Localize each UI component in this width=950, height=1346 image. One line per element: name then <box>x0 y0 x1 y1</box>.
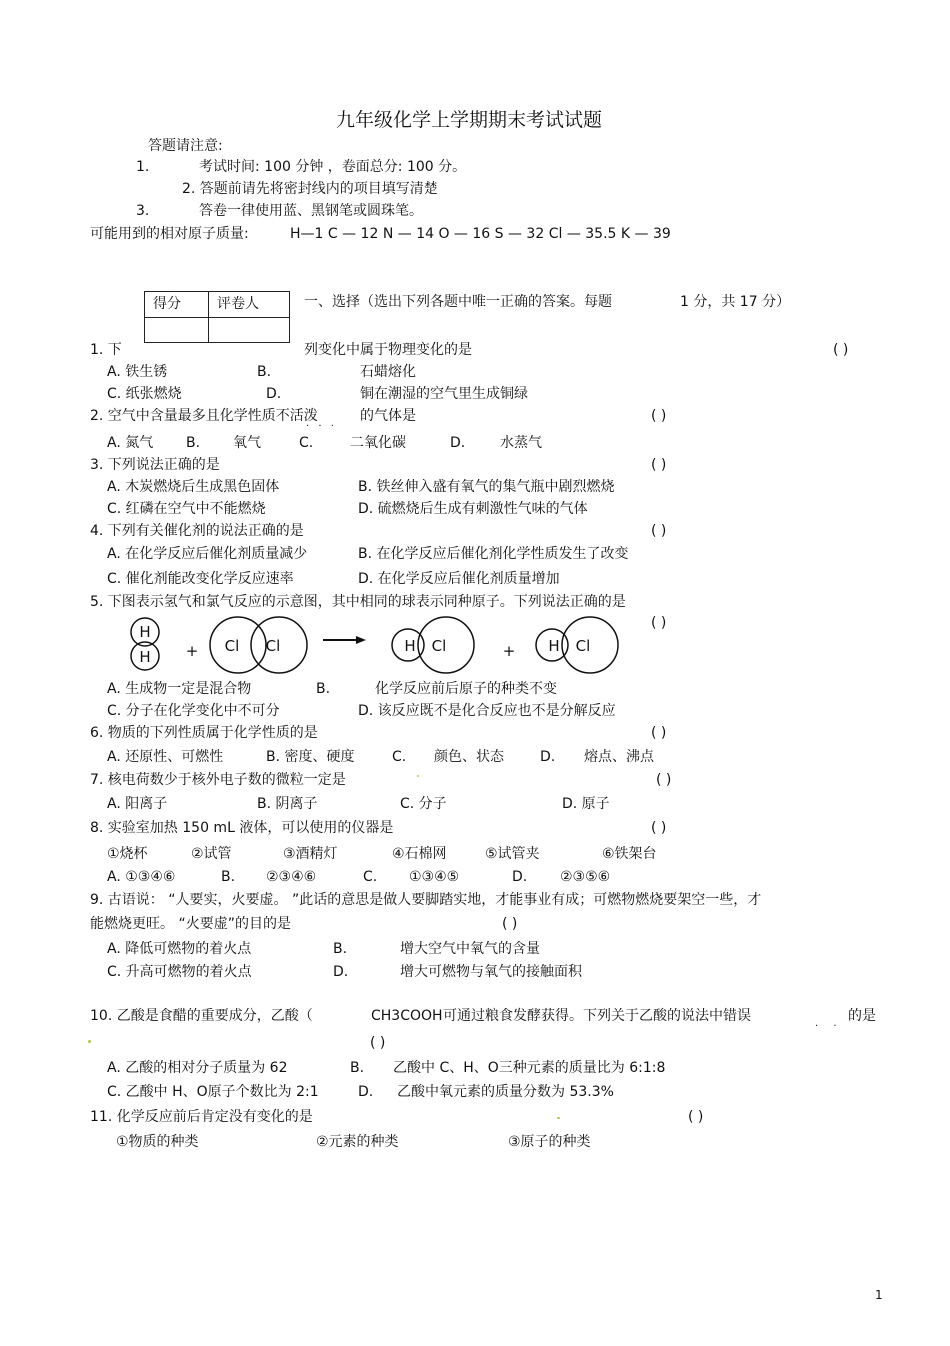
q5-stem: 5. 下图表示氢气和氯气反应的示意图，其中相同的球表示同种原子。下列说法正确的是 <box>90 594 626 610</box>
q10-stem-start: 10. 乙酸是食醋的重要成分，乙酸（ <box>90 1008 313 1024</box>
q10-option-d-text: 乙酸中氧元素的质量分数为 53.3% <box>397 1084 614 1100</box>
page-title: 九年级化学上学期期末考试试题 <box>336 109 603 131</box>
q10-option-b-letter: B. <box>350 1060 365 1076</box>
q11-answer-paren: ( ) <box>688 1109 704 1125</box>
q7-answer-paren: ( ) <box>656 772 672 788</box>
q3-stem: 3. 下列说法正确的是 <box>90 457 220 473</box>
scan-speck <box>557 1117 560 1119</box>
hcl2-label-h: H <box>548 637 560 655</box>
q10-option-d-letter: D. <box>358 1084 374 1100</box>
q5-option-c: C. 分子在化学变化中不可分 <box>107 703 280 719</box>
q2-stem-rest: 的气体是 <box>360 408 416 424</box>
q4-option-d: D. 在化学反应后催化剂质量增加 <box>358 571 560 587</box>
q8-item-2: ②试管 <box>191 846 232 862</box>
q8-item-3: ③酒精灯 <box>283 846 338 862</box>
q5-option-b-letter: B. <box>316 681 331 697</box>
q9-option-d-text: 增大可燃物与氧气的接触面积 <box>400 964 582 980</box>
plus-sign-1: + <box>185 642 199 660</box>
hcl1-label-h: H <box>404 637 416 655</box>
page-number: 1 <box>875 1288 883 1302</box>
q3-option-d: D. 硫燃烧后生成有刺激性气味的气体 <box>358 501 588 517</box>
q1-stem-rest: 列变化中属于物理变化的是 <box>304 342 472 358</box>
q6-option-c-text: 颜色、状态 <box>434 749 504 765</box>
note-2-text: 2. 答题前请先将密封线内的项目填写清楚 <box>182 181 438 197</box>
q10-formula: CH3COOH <box>371 1008 443 1024</box>
q2-option-d-text: 水蒸气 <box>500 435 542 451</box>
q2-option-b-text: 氧气 <box>233 435 261 451</box>
q2-option-c-text: 二氧化碳 <box>350 435 406 451</box>
q11-item-2: ②元素的种类 <box>316 1134 399 1150</box>
score-table-score-header: 得分 <box>153 296 181 312</box>
q8-option-c-letter: C. <box>363 869 378 885</box>
q7-option-c: C. 分子 <box>400 796 447 812</box>
q2-option-c-letter: C. <box>299 435 314 451</box>
q8-option-d-text: ②③⑤⑥ <box>560 869 611 885</box>
q2-option-d-letter: D. <box>450 435 466 451</box>
q8-option-a: A. ①③④⑥ <box>107 869 176 885</box>
q10-option-b-text: 乙酸中 C、H、O三种元素的质量比为 6:1:8 <box>393 1060 666 1076</box>
q1-option-d-letter: D. <box>266 386 282 402</box>
q2-option-a: A. 氮气 <box>107 435 154 451</box>
q9-option-a: A. 降低可燃物的着火点 <box>107 941 252 957</box>
q8-stem: 8. 实验室加热 150 mL 液体，可以使用的仪器是 <box>90 820 394 836</box>
q10-answer-paren: ( ) <box>370 1035 386 1051</box>
q1-stem-start: 1. 下 <box>90 342 122 358</box>
q5-option-b-text: 化学反应前后原子的种类不变 <box>375 681 557 697</box>
q5-option-d: D. 该反应既不是化合反应也不是分解反应 <box>358 703 616 719</box>
q7-stem: 7. 核电荷数少于核外电子数的微粒一定是 <box>90 772 346 788</box>
q1-option-a: A. 铁生锈 <box>107 364 168 380</box>
q3-option-b: B. 铁丝伸入盛有氧气的集气瓶中剧烈燃烧 <box>358 479 615 495</box>
q5-reaction-diagram <box>120 612 640 678</box>
q3-option-c: C. 红磷在空气中不能燃烧 <box>107 501 266 517</box>
q8-item-6: ⑥铁架台 <box>602 846 657 862</box>
atomic-mass-values: H—1 C — 12 N — 14 O — 16 S — 32 Cl — 35.5 K — 39 <box>290 226 671 242</box>
note-3-number: 3. <box>136 203 150 219</box>
q9-option-c: C. 升高可燃物的着火点 <box>107 964 252 980</box>
q5-option-a: A. 生成物一定是混合物 <box>107 681 252 697</box>
cl2-label-right: Cl <box>265 637 281 655</box>
q3-answer-paren: ( ) <box>651 457 667 473</box>
hcl2-label-cl: Cl <box>575 637 591 655</box>
q7-option-b: B. 阴离子 <box>257 796 318 812</box>
q4-option-a: A. 在化学反应后催化剂质量减少 <box>107 546 308 562</box>
note-1-number: 1. <box>136 159 150 175</box>
q1-option-d-text: 铜在潮湿的空气里生成铜绿 <box>360 386 528 402</box>
h2-label-top: H <box>139 623 151 641</box>
q8-option-d-letter: D. <box>512 869 528 885</box>
q6-option-d-text: 熔点、沸点 <box>584 749 654 765</box>
q7-option-d: D. 原子 <box>562 796 610 812</box>
q9-stem-line2: 能燃烧更旺。 “火要虚”的目的是 <box>90 916 291 932</box>
q6-stem: 6. 物质的下列性质属于化学性质的是 <box>90 725 318 741</box>
q6-option-b: B. 密度、硬度 <box>266 749 355 765</box>
q6-answer-paren: ( ) <box>651 725 667 741</box>
atomic-mass-label: 可能用到的相对原子质量: <box>90 226 249 242</box>
q1-option-c: C. 纸张燃烧 <box>107 386 182 402</box>
score-table <box>144 291 290 343</box>
q4-option-c: C. 催化剂能改变化学反应速率 <box>107 571 294 587</box>
q11-stem: 11. 化学反应前后肯定没有变化的是 <box>90 1109 313 1125</box>
section1-title: 一、选择（选出下列各题中唯一正确的答案。每题 <box>304 294 612 310</box>
note-3-text: 答卷一律使用蓝、黑钢笔或圆珠笔。 <box>199 203 423 219</box>
q7-option-a: A. 阳离子 <box>107 796 168 812</box>
q6-option-d-letter: D. <box>540 749 556 765</box>
q5-answer-paren: ( ) <box>651 615 667 631</box>
q6-option-a: A. 还原性、可燃性 <box>107 749 224 765</box>
q10-option-a: A. 乙酸的相对分子质量为 62 <box>107 1060 288 1076</box>
q10-emphasis-dots: · · <box>815 1021 843 1032</box>
q8-item-1: ①烧杯 <box>107 846 148 862</box>
q8-answer-paren: ( ) <box>651 820 667 836</box>
q1-answer-paren: ( ) <box>833 342 849 358</box>
q9-option-d-letter: D. <box>333 964 349 980</box>
q8-item-4: ④石棉网 <box>392 846 447 862</box>
cl2-label-left: Cl <box>224 637 240 655</box>
q2-stem-start: 2. 空气中含量最多且化学性质不活泼 <box>90 408 318 424</box>
q1-option-b-letter: B. <box>257 364 272 380</box>
q1-option-b-text: 石蜡熔化 <box>360 364 416 380</box>
q8-option-b-letter: B. <box>221 869 236 885</box>
q9-option-b-text: 增大空气中氧气的含量 <box>400 941 540 957</box>
reaction-arrow-head <box>356 636 366 644</box>
notes-heading: 答题请注意: <box>148 138 223 154</box>
q8-option-c-text: ①③④⑤ <box>409 869 460 885</box>
q2-option-b-letter: B. <box>186 435 201 451</box>
q2-emphasis-dots: · · · <box>306 421 337 432</box>
plus-sign-2: + <box>502 642 516 660</box>
q9-stem-line1: 9. 古语说： “人要实，火要虚。 ”此话的意思是做人要脚踏实地，才能事业有成；可燃物燃烧要架空一些，才 <box>90 892 762 908</box>
q11-item-1: ①物质的种类 <box>116 1134 199 1150</box>
q2-answer-paren: ( ) <box>651 408 667 424</box>
q9-answer-paren: ( ) <box>502 916 518 932</box>
q11-item-3: ③原子的种类 <box>508 1134 591 1150</box>
q4-stem: 4. 下列有关催化剂的说法正确的是 <box>90 523 304 539</box>
q8-item-5: ⑤试管夹 <box>485 846 540 862</box>
q3-option-a: A. 木炭燃烧后生成黑色固体 <box>107 479 280 495</box>
h2-label-bottom: H <box>139 648 151 666</box>
score-table-grader-header: 评卷人 <box>217 296 259 312</box>
q10-option-c: C. 乙酸中 H、O原子个数比为 2:1 <box>107 1084 319 1100</box>
q10-stem-middle: 可通过粮食发酵获得。下列关于乙酸的说法中错误 <box>443 1008 751 1024</box>
scan-speck <box>417 775 419 777</box>
note-1-text: 考试时间: 100 分钟 ，卷面总分: 100 分。 <box>199 159 467 175</box>
q4-answer-paren: ( ) <box>651 523 667 539</box>
q6-option-c-letter: C. <box>392 749 407 765</box>
q10-stem-end: 的是 <box>848 1008 876 1024</box>
hcl1-label-cl: Cl <box>431 637 447 655</box>
q8-option-b-text: ②③④⑥ <box>266 869 317 885</box>
section1-score: 1 分，共 17 分） <box>680 294 791 310</box>
scan-speck <box>88 1040 91 1043</box>
q9-option-b-letter: B. <box>333 941 348 957</box>
q4-option-b: B. 在化学反应后催化剂化学性质发生了改变 <box>358 546 629 562</box>
